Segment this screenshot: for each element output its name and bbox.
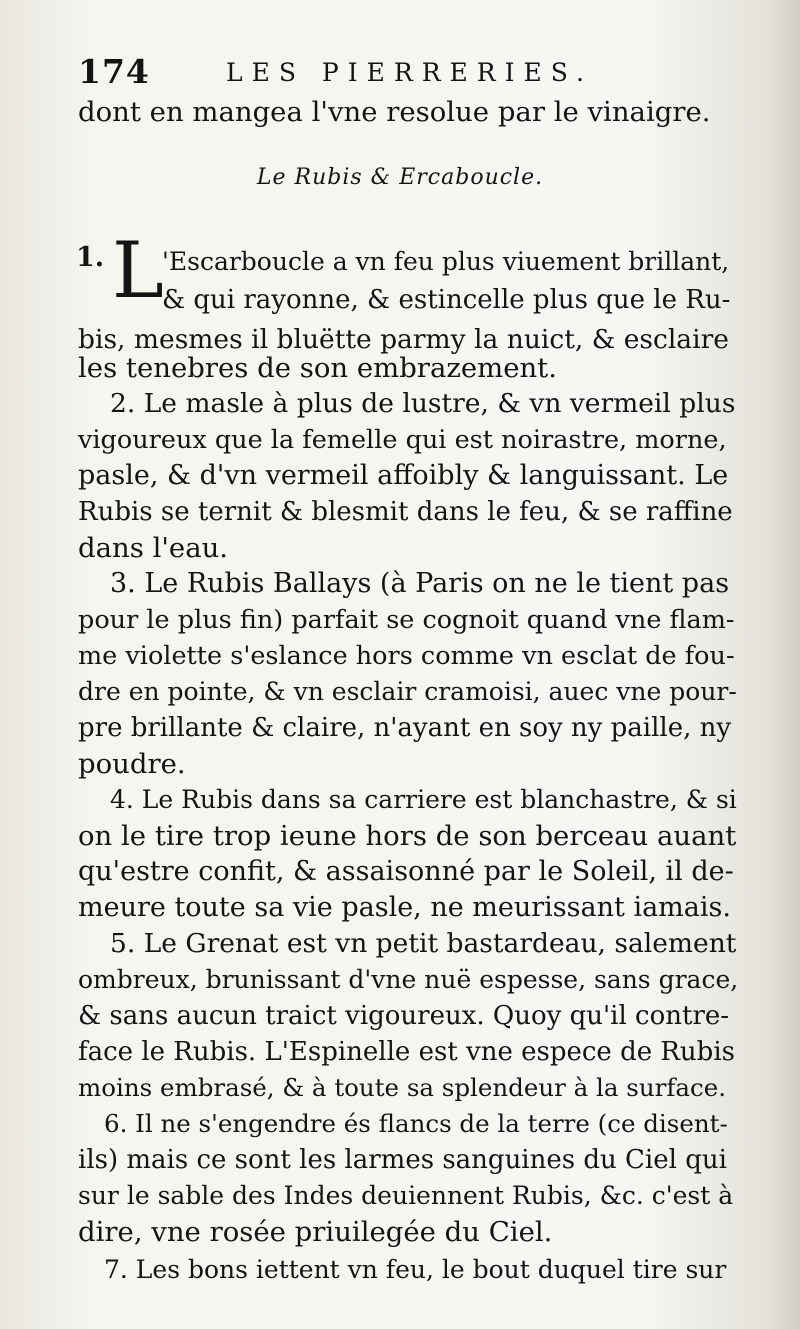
text-line: 'Escarboucle a vn feu plus viuement brillant, <box>162 247 730 276</box>
text-line: on le tire trop ieune hors de son berceau auant <box>78 820 737 852</box>
text-line: pre brillante & claire, n'ayant en soy ny paille, ny <box>78 713 732 743</box>
text-line: 3. Le Rubis Ballays (à Paris on ne le tient pas <box>110 568 730 599</box>
text-line: dont en mangea l'vne resolue par le vinaigre. <box>78 96 711 128</box>
text-line: 2. Le masle à plus de lustre, & vn vermeil plus <box>110 388 736 419</box>
page-header <box>78 52 738 92</box>
section-title: Le Rubis & Ercaboucle. <box>256 165 544 190</box>
text-line: dans l'eau. <box>78 532 229 564</box>
text-line: Rubis se ternit & blesmit dans le feu, & se raffine <box>78 497 733 527</box>
text-line: dre en pointe, & vn esclair cramoisi, auec vne pour- <box>78 677 737 706</box>
text-line: face le Rubis. L'Espinelle est vne espece de Rubis <box>78 1037 735 1067</box>
text-line: 7. Les bons iettent vn feu, le bout duquel tire sur <box>104 1255 727 1284</box>
text-line: meure toute sa vie pasle, ne meurissant iamais. <box>78 892 731 923</box>
text-line: 4. Le Rubis dans sa carriere est blanchastre, & si <box>110 785 737 814</box>
text-line: dire, vne rosée priuilegée du Ciel. <box>78 1216 553 1248</box>
text-line: poudre. <box>78 748 186 780</box>
text-line: & qui rayonne, & estincelle plus que le Ru- <box>162 285 731 315</box>
drop-cap: L <box>112 226 164 316</box>
text-line: ombreux, brunissant d'vne nuë espesse, sans grace, <box>78 965 739 994</box>
text-line: ils) mais ce sont les larmes sanguines du Ciel qui <box>78 1145 727 1175</box>
text-line: les tenebres de son embrazement. <box>78 352 557 384</box>
text-line: pour le plus fin) parfait se cognoit quand vne flam- <box>78 605 735 635</box>
text-line: vigoureux que la femelle qui est noirastre, morne, <box>78 425 727 455</box>
text-line: pasle, & d'vn vermeil affoibly & languissant. Le <box>78 460 729 491</box>
text-line: sur le sable des Indes deuiennent Rubis, &c. c'est à <box>78 1181 734 1210</box>
text-line: me violette s'eslance hors comme vn esclat de fou- <box>78 641 735 671</box>
running-head: LES PIERRERIES. <box>226 58 593 87</box>
text-line: qu'estre confit, & assaisonné par le Soleil, il de- <box>78 856 734 887</box>
text-line: 5. Le Grenat est vn petit bastardeau, salement <box>110 928 737 959</box>
text-line: 6. Il ne s'engendre és flancs de la terre (ce disent- <box>104 1109 728 1138</box>
page-number: 174 <box>78 52 150 91</box>
text-line: & sans aucun traict vigoureux. Quoy qu'il contre- <box>78 1001 730 1031</box>
text-line: bis, mesmes il bluëtte parmy la nuict, & esclaire <box>78 324 729 355</box>
paragraph-number: 1. <box>76 242 105 273</box>
text-line: moins embrasé, & à toute sa splendeur à la surface. <box>78 1073 727 1102</box>
